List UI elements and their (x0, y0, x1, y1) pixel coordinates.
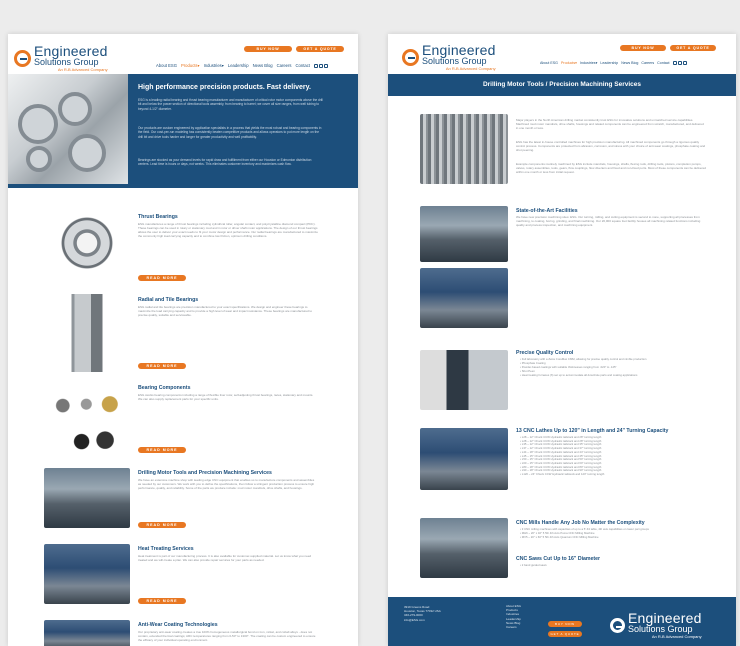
chevron-down-icon: ▾ (595, 61, 598, 65)
footer-link[interactable]: Leadership (506, 616, 521, 621)
coating-image (44, 620, 130, 646)
hero-title: High performance precision products. Fast delivery. (138, 84, 311, 91)
radial-bearing-image (48, 294, 126, 372)
section-text: Our proprietary anti-wear coating creates a true 100% homogeneous metallurgical bond on iron, nickel, and cobalt alloys - does not contain, extended thermal coatings; ARC temperatures ranging from 0-50° to 1300°. The coating can be custom engineered to ensure the efficacy of your individual operating environment. (138, 630, 316, 642)
section-text: ESG radial and tile bearings are precision manufactured to your exact specifications. We design and engineer these bearings to maximize the load carrying capacity and to provide a high level of wear and impact resistance. These bearings are manufactured to precise quality, suitable and serviceable. (138, 305, 313, 317)
intro-paragraph: Major players in the North American drilling market consistently trust ESG for innovative solutions and unmatched service capabilities. Machined mud motor mandrels, drive shafts, housings and related components can be engineered from scratch, manufactured, and delivered in one month or less. (516, 118, 704, 130)
nav-products[interactable]: Products▾ (180, 63, 200, 68)
list-item: • MV5 ~ 20" x 60" 5 5th 4th Axis Quantum CNC Milling Machine (520, 536, 710, 540)
logo-line2: Solutions Group (422, 56, 487, 66)
section-text: We have an extensive machine shop with leading edge CNC equipment that enables us to manufacture components and assemblies as needed by our customers. We work with you to define the specifications, then follow a stringent production process to ensure high performance, quality, and reliability. Some of the parts we produce include: mud motor mandrels, drive shafts, and housings. (138, 478, 315, 490)
quality-list (520, 358, 710, 378)
logo-mark-icon (14, 50, 31, 67)
page-title-banner: Drilling Motor Tools / Precision Machining Services (388, 74, 736, 96)
machining-image (44, 468, 130, 528)
footer-link[interactable]: Careers (506, 625, 517, 630)
footer-link[interactable]: Products (506, 608, 518, 613)
twitter-icon[interactable] (683, 61, 687, 65)
machined-parts-image (420, 114, 508, 184)
list-item: • L28 ~ 12" Chuck CCW Hydraulic tailstock and 28" turning length (520, 436, 710, 440)
facilities-text: We have new precision machining sites: ESG. Our turning, milling, and cutting equipment is second to none, supporting all processes from machining, to coating, boring, grinding, and final machining. Our 20,000 square foot facility houses all machining related functions including quality and process inspection, and machining equipment. (516, 215, 701, 227)
mills-list (520, 528, 710, 540)
footer-address: 3919 Greens Road Houston, Texas 77032 USA 346-279-0000 info@ESG.com (404, 605, 441, 622)
nav-industries[interactable]: Industries▾ (203, 63, 224, 68)
nav-careers[interactable]: Careers (641, 61, 655, 65)
nav-contact[interactable]: Contact (657, 61, 670, 65)
site-header (8, 34, 358, 74)
list-item: • L120 ~ 24" Chuck CCW Hydraulic tailstock and 120" turning length (520, 473, 710, 477)
chevron-down-icon: ▾ (221, 63, 224, 68)
list-item: • Powder-based coatings with suitable thicknesses ranging from .020" to .125" (520, 366, 710, 370)
cnc-mill-image (420, 518, 508, 578)
list-item: • L35 ~ 12" Chuck CCW Hydraulic tailstock and 35" turning length (520, 443, 710, 447)
main-nav (540, 61, 687, 65)
heat-treating-image (44, 544, 130, 604)
section-text: ESG stocks bearing components including a range of flexible liner rotor, self-adjusting thrust bearings, races, stationary and mounts. We can also supply replacement parts for your specific units. (138, 393, 314, 401)
list-item: • Phosphate Coating (520, 362, 710, 366)
read-more-button[interactable]: READ MORE (138, 363, 186, 369)
social-links (673, 61, 687, 65)
twitter-icon[interactable] (324, 64, 328, 68)
site-header (388, 34, 736, 74)
list-item: • 2 band guided saws (520, 564, 710, 568)
buy-now-button[interactable]: BUY NOW (244, 46, 292, 52)
read-more-button[interactable]: READ MORE (138, 447, 186, 453)
quality-title: Precise Quality Control (516, 350, 574, 356)
nav-careers[interactable]: Careers (276, 63, 292, 68)
list-item: • L28 ~ 12" Chuck CCW Hydraulic tailstock and 28" turning length (520, 440, 710, 444)
list-item: • L44 ~ 18" Chuck CCW Hydraulic tailstock and 44" turning length (520, 451, 710, 455)
list-item: • Shot Peen (520, 370, 710, 374)
main-nav (156, 63, 328, 68)
section-text: Heat treatment is part of our manufacturing process. It is also available for customer-supplied material. Let us know what you need treated and we will create a plan. We can also provide repair services for your parts as needed. (138, 554, 312, 562)
nav-products[interactable]: Products▾ (560, 61, 577, 65)
logo-mark-icon (610, 618, 625, 633)
lathes-list (520, 436, 710, 477)
linkedin-icon[interactable] (678, 61, 682, 65)
section-title: Thrust Bearings (138, 214, 178, 220)
list-item: • MH6 ~ 20" x 40" 5 5th 4th Axis Puma CNC Milling Machine (520, 532, 710, 536)
list-item: • Full laboratory with a Zeiss CoreMax CMM, allowing for precise quality control and nimble production (520, 358, 710, 362)
buy-now-button[interactable]: BUY NOW (620, 45, 666, 51)
footer-link[interactable]: About ESG (506, 604, 522, 608)
hero-paragraph: Bearings are stocked as your demand levels for rapid draw and fulfillment from either our Houston or Edmonton distribution centers. Lead time is hours or days, not weeks. This eliminates customer inventory and maximizes cash flow. (138, 158, 312, 167)
section-title: Bearing Components (138, 385, 191, 391)
logo-mark-icon (402, 49, 419, 66)
facility-image-2 (420, 268, 508, 328)
footer-buy-now-button[interactable]: BUY NOW (548, 621, 582, 627)
list-item: • Heat treating furnaces (6) set up to accommodate all downhole parts and coating applications (520, 374, 710, 378)
get-quote-button[interactable]: GET A QUOTE (296, 46, 344, 52)
footer-link[interactable]: News Blog (506, 620, 521, 625)
footer-get-quote-button[interactable]: GET A QUOTE (548, 631, 582, 637)
hero-paragraph: Our products are custom engineered by application specialists in a process that yields the most robust and bearing components in the field. Our cost-per-run modeling has consistently beaten competitive products and allows operators to put more length on the drill bit and drive tools harder and longer for greater productivity and well profitability. (138, 126, 322, 139)
logo-line1: Engineered (422, 42, 496, 58)
logo-tagline: An R-B Advanced Company (651, 634, 702, 639)
section-title: Anti-Wear Coating Technologies (138, 622, 218, 628)
company-logo[interactable] (14, 44, 108, 72)
list-item: • L45 ~ 15" Chuck CCW Hydraulic tailstock and 45" turning length (520, 455, 710, 459)
logo-line1: Engineered (628, 610, 702, 626)
mills-title: CNC Mills Handle Any Job No Matter the Complexity (516, 520, 645, 526)
facility-image (420, 206, 508, 262)
logo-tagline: An R-B Advanced Company (445, 66, 496, 71)
get-quote-button[interactable]: GET A QUOTE (670, 45, 716, 51)
hero-banner (8, 74, 358, 188)
list-item: • L60 ~ 15" Chuck CCW Hydraulic tailstock and 60" turning length (520, 462, 710, 466)
bearing-components-image (44, 384, 138, 456)
header-cta-group (620, 45, 716, 51)
logo-line1: Engineered (34, 43, 108, 59)
facebook-icon[interactable] (673, 61, 677, 65)
nav-leadership[interactable]: Leadership (600, 61, 619, 65)
nav-leadership[interactable]: Leadership (227, 63, 249, 68)
list-item: • L80 ~ 18" Chuck CCW Hydraulic tailstock and 80" turning length (520, 466, 710, 470)
social-links (314, 64, 328, 68)
nav-industries[interactable]: Industries▾ (579, 61, 598, 65)
nav-about[interactable]: About ESG (156, 63, 177, 68)
facilities-title: State-of-the-Art Facilities (516, 208, 578, 214)
header-cta-group (244, 46, 344, 52)
cnc-lathe-image (420, 428, 508, 490)
quality-control-image (420, 350, 508, 410)
linkedin-icon[interactable] (319, 64, 323, 68)
list-item: • L37 ~ 12" Chuck CCW Hydraulic tailstock and 37" turning length (520, 447, 710, 451)
hero-paragraph: ESG is a leading radial bearing and thrust bearing manufacturer and manufacturer of critical rotor motor components above the drill bit and below the power section of directional tools assembly, from bearing to barrel; we cover all size ranges, from well tubing to beyond 4-1/2" diameter. (138, 98, 323, 111)
nav-news-blog[interactable]: News Blog (621, 61, 639, 65)
read-more-button[interactable]: READ MORE (138, 522, 186, 528)
list-item: • 3 CNC milling machines with capacities of up to a 5' Z4 table, 4th axis capabilities on lower part groups (520, 528, 710, 532)
chevron-down-icon: ▾ (575, 61, 577, 65)
nav-about[interactable]: About ESG (540, 61, 558, 65)
hero-bearings-image (8, 74, 128, 184)
footer-email-link[interactable]: info@ESG.com (404, 617, 425, 622)
section-title: Heat Treating Services (138, 546, 194, 552)
list-item: • L50 ~ 15" Chuck CCW Hydraulic tailstock and 50" turning length (520, 458, 710, 462)
list-item: • L90 ~ 18" Chuck CCW Hydraulic tailstock and 90" turning length (520, 469, 710, 473)
intro-paragraph: ESG has the latest in-house controlled machines for high precision manufacturing. All machined components go through a rigorous quality control process. Components are protected from abrasion, corrosion, and stress with your choice of anti-wear coatings, phosphate coating and shot peening. (516, 140, 706, 152)
chevron-down-icon: ▾ (197, 63, 200, 68)
footer-link[interactable]: Industries (506, 612, 520, 617)
saws-title: CNC Saws Cut Up to 16" Diameter (516, 556, 601, 562)
nav-contact[interactable]: Contact (295, 63, 310, 68)
thrust-bearing-image (48, 212, 126, 274)
section-title: Radial and Tile Bearings (138, 297, 199, 303)
homepage-screenshot (8, 34, 358, 646)
logo-tagline: An R-B Advanced Company (57, 67, 108, 72)
logo-line2: Solutions Group (34, 57, 99, 67)
section-text: ESG manufactures a range of thrust bearings including cylindrical roller, angular contact, and polycrystalline diamond compact (PDC). These bearings can be used in rotary or stationary mud and in rotor or driver shaft motor applications. The design of our thrust bearings allows the user to deliver your exact needs to fit your motor design and performance. Our radial bearings are manufactured to maximize the commonly high load carrying capacity and to combine low friction, optimum drilling conditions. (138, 222, 318, 238)
machining-page-screenshot (388, 34, 736, 646)
read-more-button[interactable]: READ MORE (138, 275, 186, 281)
lathes-title: 13 CNC Lathes Up to 120" in Length and 24" Turning Capacity (516, 428, 669, 434)
site-footer (388, 597, 736, 646)
saws-list (520, 564, 710, 568)
footer-logo[interactable] (610, 611, 702, 639)
facebook-icon[interactable] (314, 64, 318, 68)
section-title: Drilling Motor Tools and Precision Machining Services (138, 470, 272, 476)
nav-news-blog[interactable]: News Blog (252, 63, 273, 68)
read-more-button[interactable]: READ MORE (138, 598, 186, 604)
footer-links (506, 604, 521, 629)
intro-paragraph: Example components routinely machined by ESG include mandrels, housings, shafts, flexing rods, drilling tools, pistons, completion pumps, valves, rotary assemblies, tools, gears, flow couplings, flow diverters and fixed and non-fixed ports. Most of these components can be delivered within one month or less from initial request. (516, 162, 706, 174)
company-logo[interactable] (402, 43, 496, 71)
logo-line2: Solutions Group (628, 624, 693, 634)
